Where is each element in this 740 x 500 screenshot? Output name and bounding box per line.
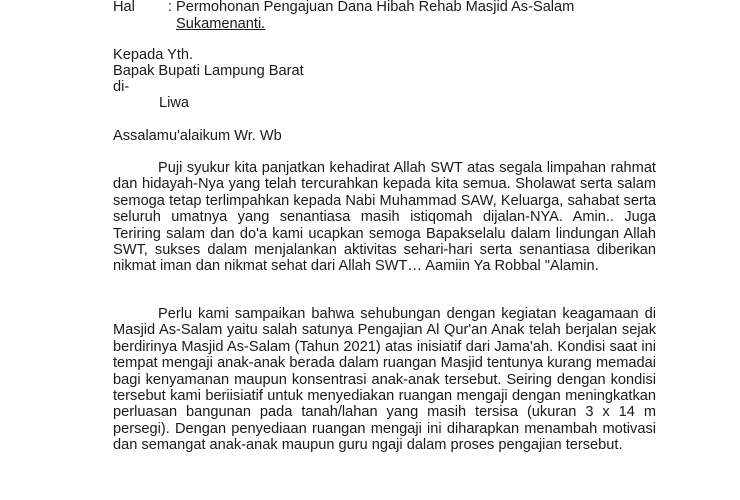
recipient-place: Liwa	[159, 95, 190, 111]
recipient-greeting: Kepada Yth.	[113, 47, 194, 63]
body-paragraph-2	[113, 306, 656, 454]
recipient-at: di-	[113, 79, 130, 95]
subject-text: Permohonan Pengajuan Dana Hibah Rehab Masjid As-Salam	[176, 0, 575, 15]
body-paragraph-1	[113, 160, 656, 275]
subject-continuation: Sukamenanti.	[176, 16, 266, 32]
paragraph-text: Perlu kami sampaikan bahwa sehubungan dengan kegiatan keagamaan di Masjid As-Salam yaitu salah satunya Pengajian Al Qur'an Anak telah berjalan sejak berdirinya Masjid As-Salam (Tahun 2021) atas inisiatif dari Jama'ah. Kondisi saat ini tempat mengaji anak-anak berada dalam ruangan Masjid tentunya kurang memadai bagi kenyamanan maupun konsentrasi anak-anak tersebut. Seiring dengan kondisi tersebut kami beriisiatif untuk menyediakan ruangan mengaji dengan meningkatkan perluasan bangunan pada tanah/lahan yang masih tersisa (ukuran 3 x 14 m persegi). Dengan penyediaan ruangan mengaji ini diharapkan menambah motivasi dan semangat anak-anak maupun guru ngaji dalam proses pengajian tersebut.	[113, 306, 656, 454]
subject-colon: :	[168, 0, 173, 15]
paragraph-text: Puji syukur kita panjatkan kehadirat Allah SWT atas segala limpahan rahmat dan hidayah-Nya yang telah tercurahkan kepada kita semua. Sholawat serta salam semoga tetap terlimpahkan kepada Nabi Muhammad SAW, Keluarga, sahabat serta seluruh umatnya yang senantiasa masih istiqomah dijalan-NYA. Amin.. Juga Teriring salam dan do'a kami ucapkan semoga Bapakselalu dalam lindungan Allah SWT, sukses dalam menjalankan aktivitas sehari-hari serta senantiasa diberikan nikmat iman dan nikmat sehat dari Allah SWT… Aamiin Ya Robbal "Alamin.	[113, 160, 656, 275]
subject-label: Hal	[113, 0, 135, 15]
salutation: Assalamu'alaikum Wr. Wb	[113, 128, 282, 144]
recipient-name: Bapak Bupati Lampung Barat	[113, 63, 304, 79]
